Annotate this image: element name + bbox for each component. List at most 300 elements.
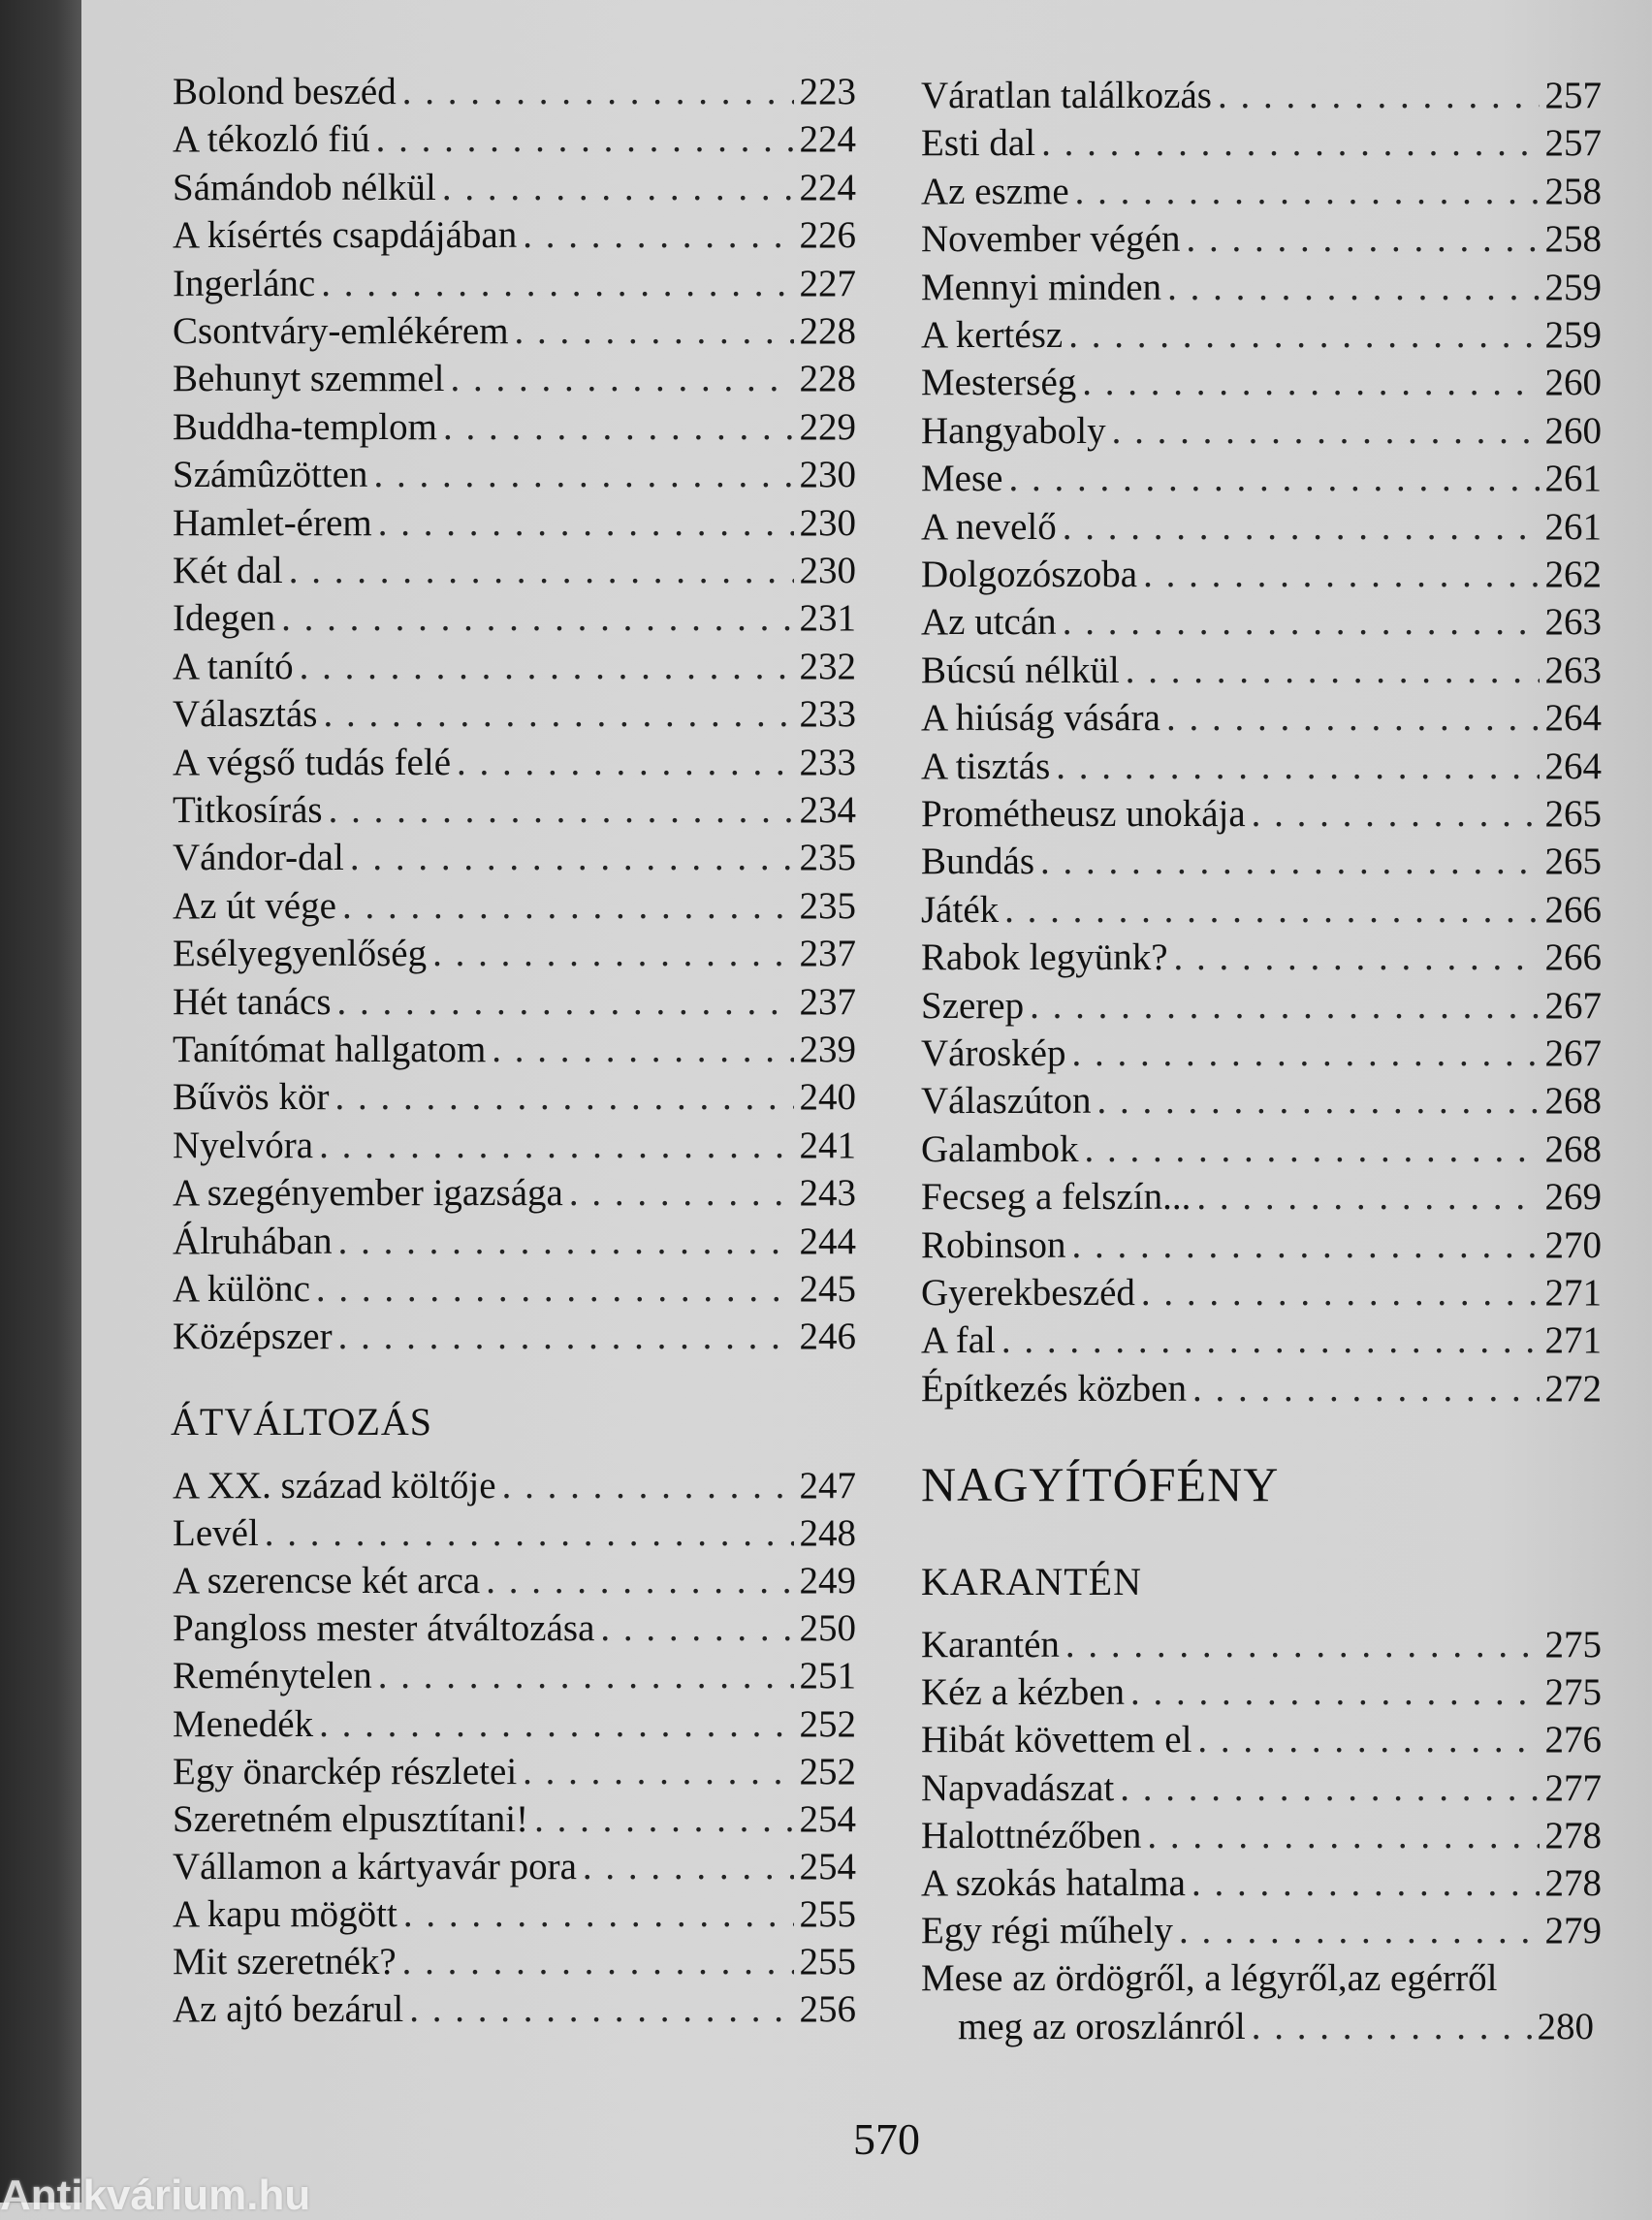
toc-entry [173,1313,856,1361]
entry-page: 266 [1544,888,1602,931]
entry-title: Robinson [921,1223,1066,1266]
toc-entry [921,1077,1602,1126]
toc-entry [173,1748,856,1796]
entry-title: Ingerlánc [173,262,316,304]
entry-page: 255 [799,1941,856,1982]
toc-entry [921,790,1602,839]
entry-page: 241 [799,1124,856,1166]
dot-leader [1001,1316,1540,1365]
page-number: 570 [853,2114,920,2164]
entry-title: Búcsú nélkül [921,649,1120,691]
entry-page: 267 [1544,1032,1602,1074]
entry-title: Napvadászat [921,1766,1115,1809]
entry-page: 223 [799,71,856,112]
toc-entry [173,451,856,499]
entry-page: 229 [799,405,856,448]
entry-title: Bundás [921,840,1034,883]
toc-entry [921,598,1602,647]
entry-title: A tanító [173,645,294,687]
toc-entry [921,1126,1602,1174]
entry-title: Halottnézőben [921,1814,1142,1856]
dot-leader [1084,1126,1539,1174]
entry-page: 269 [1544,1176,1602,1219]
entry-page: 230 [799,550,856,591]
entry-page: 270 [1544,1223,1602,1266]
toc-entry [921,982,1602,1031]
toc-entry [173,1985,856,2034]
toc-entry [921,886,1602,935]
entry-title: Vállamon a kártyavár pora [173,1845,577,1887]
book-spine-shadow [0,0,81,2203]
dot-leader [583,1843,794,1891]
entry-page: 261 [1544,505,1602,548]
dot-leader [316,1265,794,1314]
entry-title: Bolond beszéd [173,71,397,112]
toc-entry [173,355,856,403]
toc-entry [173,786,856,835]
dot-leader [1130,1668,1539,1717]
entry-page: 244 [799,1220,856,1262]
dot-leader [1218,72,1540,120]
toc-entry [173,1604,856,1653]
entry-title: A fal [921,1319,996,1362]
toc-entry [173,1122,856,1170]
toc-entry [173,307,856,356]
entry-page: 250 [799,1607,856,1650]
toc-entry [173,834,856,882]
entry-title: A szerencse két arca [173,1560,481,1602]
entry-title: Váratlan találkozás [921,75,1212,116]
toc-entry [173,547,856,595]
entry-page: 231 [799,597,856,640]
entry-title: Mese az ördögről, a légyről,az egérről [921,1957,1498,2000]
dot-leader [451,355,794,403]
entry-title: Prométheusz unokája [921,793,1246,835]
toc-entry [173,978,856,1027]
dot-leader [523,1748,793,1796]
dot-leader [1096,1077,1539,1126]
toc-entry [173,1795,856,1844]
toc-entry [921,1030,1602,1078]
toc-entry [921,1859,1602,1908]
toc-entry [173,499,856,548]
entry-page: 256 [799,1988,856,2031]
toc-entry [173,1700,856,1749]
toc-entry [921,934,1602,982]
entry-page: 247 [799,1465,856,1506]
entry-page: 265 [1544,793,1602,835]
entry-title: A szegényember igazsága [173,1172,563,1215]
dot-leader [457,739,793,787]
toc-entry [921,455,1602,503]
entry-page: 224 [799,166,856,208]
dot-leader [409,1985,793,2034]
entry-title: Szeretném elpusztítani! [173,1797,529,1840]
toc-entry [173,164,856,212]
toc-entry [173,930,856,978]
entry-page: 272 [1544,1367,1602,1410]
entry-page: 230 [799,501,856,544]
entry-page: 248 [799,1512,856,1555]
entry-title: Az ajtó bezárul [173,1988,404,2031]
entry-page: 228 [799,310,856,352]
entry-page: 271 [1544,1272,1602,1314]
dot-leader [443,403,794,452]
dot-leader [1030,982,1539,1031]
dot-leader [1179,1907,1540,1955]
toc-entry [921,1907,1602,1955]
entry-page: 279 [1544,1910,1602,1952]
entry-title: Hibát követtem el [921,1719,1192,1761]
toc-entry [921,407,1602,456]
entry-title: A szokás hatalma [921,1862,1186,1904]
entry-page: 245 [799,1268,856,1310]
entry-page: 263 [1544,601,1602,644]
entry-page: 280 [1537,2005,1594,2047]
entry-page: 246 [799,1316,856,1358]
toc-entry [921,168,1602,216]
entry-title: Levél [173,1512,259,1555]
dot-leader [1191,1859,1540,1908]
entry-title: A különc [173,1268,310,1310]
entry-page: 268 [1544,1127,1602,1170]
entry-page: 226 [799,214,856,257]
dot-leader [515,307,794,356]
dot-leader [523,211,793,260]
dot-leader [1008,455,1539,503]
dot-leader [1082,359,1539,407]
entry-page: 259 [1544,266,1602,308]
dot-leader [378,1652,794,1700]
dot-leader [373,451,793,499]
part-heading-nagyitofeny: NAGYÍTÓFÉNY [921,1457,1280,1511]
entry-title: Álruhában [173,1220,333,1262]
dot-leader [1186,215,1539,264]
entry-page: 235 [799,884,856,927]
entry-title: meg az oroszlánról [958,2005,1246,2047]
toc-left-column [173,0,856,2203]
dot-leader [1068,311,1539,360]
entry-page: 278 [1544,1862,1602,1904]
toc-entry [921,1173,1602,1221]
entry-title: Kéz a kézben [921,1671,1126,1714]
toc-entry [173,1265,856,1314]
toc-entry [921,1221,1602,1270]
dot-leader [1252,790,1540,839]
dot-leader [1112,407,1540,456]
dot-leader [337,978,794,1027]
dot-leader [300,643,794,691]
entry-page: 277 [1544,1766,1602,1809]
dot-leader [1166,694,1540,743]
entry-title: Hamlet-érem [173,501,372,544]
entry-page: 264 [1544,745,1602,787]
entry-title: Csontváry-emlékérem [173,310,509,352]
entry-page: 224 [799,118,856,161]
entry-title: A XX. század költője [173,1465,496,1506]
toc-entry [921,1365,1602,1413]
entry-page: 251 [799,1655,856,1697]
entry-title: Mit szeretnék? [173,1941,397,1982]
entry-page: 263 [1544,649,1602,691]
dot-leader [265,1509,794,1558]
entry-title: Pangloss mester átváltozása [173,1607,595,1650]
toc-entry [173,1073,856,1122]
entry-title: Dolgozószoba [921,554,1138,595]
entry-title: Behunyt szemmel [173,358,445,400]
dot-leader [1252,2003,1532,2051]
entry-title: Gyerekbeszéd [921,1272,1135,1314]
entry-title: Mesterség [921,362,1077,404]
dot-leader [319,1122,793,1170]
toc-right-column [921,0,1602,2203]
entry-title: Esti dal [921,122,1036,165]
entry-page: 233 [799,741,856,783]
dot-leader [342,882,794,931]
entry-page: 230 [799,454,856,496]
entry-title: Hangyaboly [921,409,1106,452]
toc-entry [921,72,1602,120]
dot-leader [1174,934,1540,982]
dot-leader [1063,598,1540,647]
toc-entry [173,403,856,452]
dot-leader [321,260,793,308]
toc-entry [921,1316,1602,1365]
entry-page: 267 [1544,984,1602,1027]
entry-title: Játék [921,888,1000,931]
entry-title: Idegen [173,597,276,640]
entry-title: A kertész [921,314,1064,356]
toc-entry [173,1509,856,1558]
dot-leader [600,1604,793,1653]
entry-title: Mese [921,458,1003,500]
toc-entry [173,1938,856,1986]
toc-entry-line2 [921,2003,1594,2051]
dot-leader [1196,1173,1539,1221]
entry-page: 268 [1544,1080,1602,1123]
dot-leader [1075,168,1540,216]
entry-title: November végén [921,218,1181,261]
dot-leader [569,1169,794,1218]
entry-page: 260 [1544,362,1602,404]
dot-leader [442,164,794,212]
entry-title: Választás [173,693,318,736]
entry-page: 276 [1544,1719,1602,1761]
dot-leader [1063,503,1540,552]
entry-title: Titkosírás [173,789,323,831]
toc-entry [173,260,856,308]
entry-page: 275 [1544,1624,1602,1665]
dot-leader [432,930,793,978]
toc-entry [921,1764,1602,1813]
entry-title: Az út vége [173,884,336,927]
toc-entry [173,1652,856,1700]
dot-leader [350,834,794,882]
entry-page: 252 [799,1750,856,1792]
entry-title: Válaszúton [921,1080,1092,1123]
entry-page: 254 [799,1797,856,1840]
toc-entry [921,359,1602,407]
dot-leader [1197,1716,1539,1764]
entry-title: Két dal [173,550,283,591]
entry-page: 237 [799,933,856,975]
toc-entry [921,215,1602,264]
entry-title: Rabok legyünk? [921,936,1168,979]
toc-entry [921,694,1602,743]
toc-entry [173,115,856,164]
entry-page: 232 [799,645,856,687]
toc-entry [921,1668,1602,1717]
dot-leader [534,1795,793,1844]
dot-leader [502,1462,794,1510]
dot-leader [378,499,794,548]
entry-title: Szerep [921,984,1025,1027]
toc-entry [921,264,1602,312]
toc-entry [921,503,1602,552]
toc-entry [921,647,1602,695]
entry-page: 228 [799,358,856,400]
entry-title: Tanítómat hallgatom [173,1029,487,1070]
toc-entry [921,1716,1602,1764]
dot-leader [492,1026,793,1074]
entry-page: 237 [799,980,856,1023]
entry-page: 257 [1544,75,1602,116]
toc-entry [173,1890,856,1939]
entry-page: 233 [799,693,856,736]
entry-title: A kapu mögött [173,1892,397,1935]
entry-page: 261 [1544,458,1602,500]
dot-leader [1041,119,1539,168]
dot-leader [289,547,794,595]
dot-leader [1120,1764,1539,1813]
dot-leader [486,1557,793,1605]
entry-page: 252 [799,1702,856,1745]
entry-page: 275 [1544,1671,1602,1714]
entry-title: Nyelvóra [173,1124,314,1166]
dot-leader [1065,1621,1540,1669]
entry-page: 257 [1544,122,1602,165]
toc-entry [173,643,856,691]
dot-leader [402,1938,794,1986]
entry-title: Számûzötten [173,454,368,496]
entry-title: Sámándob nélkül [173,166,436,208]
entry-title: A hiúság vására [921,697,1160,740]
toc-entry [921,838,1602,886]
entry-page: 239 [799,1029,856,1070]
toc-entry [921,1621,1602,1669]
dot-leader [403,1890,794,1939]
entry-title: A nevelő [921,505,1057,548]
toc-entry [173,1218,856,1266]
entry-title: Városkép [921,1032,1066,1074]
entry-page: 260 [1544,409,1602,452]
entry-page: 259 [1544,314,1602,356]
toc-entry [921,743,1602,791]
section-heading-karanten: KARANTÉN [921,1560,1142,1603]
dot-leader [338,1313,794,1361]
entry-page: 234 [799,789,856,831]
entry-page: 254 [799,1845,856,1887]
entry-title: Fecseg a felszín... [921,1176,1191,1219]
entry-page: 258 [1544,170,1602,212]
entry-title: Esélyegyenlőség [173,933,428,975]
dot-leader [338,1218,794,1266]
dot-leader [1192,1365,1540,1413]
entry-title: Buddha-templom [173,405,437,448]
toc-entry [173,690,856,739]
entry-page: 264 [1544,697,1602,740]
dot-leader [1056,743,1539,791]
entry-page: 240 [799,1076,856,1119]
entry-title: A tékozló fiú [173,118,370,161]
entry-page: 265 [1544,840,1602,883]
entry-title: A kísértés csapdájában [173,214,518,257]
toc-entry [173,1843,856,1891]
dot-leader [1040,838,1540,886]
toc-entry [173,1462,856,1510]
dot-leader [1126,647,1540,695]
entry-page: 243 [799,1172,856,1215]
dot-leader [281,594,793,643]
dot-leader [1004,886,1539,935]
toc-entry [173,1557,856,1605]
entry-title: Vándor-dal [173,837,344,879]
entry-title: Menedék [173,1702,314,1745]
entry-title: Egy önarckép részletei [173,1750,518,1792]
toc-entry [921,311,1602,360]
toc-entry [173,211,856,260]
entry-page: 271 [1544,1319,1602,1362]
toc-entry [173,882,856,931]
entry-page: 255 [799,1892,856,1935]
entry-page: 266 [1544,936,1602,979]
entry-title: Az utcán [921,601,1057,644]
dot-leader [1147,1812,1539,1860]
entry-title: A tisztás [921,745,1051,787]
entry-title: Mennyi minden [921,266,1162,308]
entry-title: Karantén [921,1624,1060,1665]
section-heading-atvaltozas: ÁTVÁLTOZÁS [171,1400,433,1443]
toc-entry-line1 [921,1954,1602,2003]
dot-leader [334,1073,793,1122]
entry-page: 249 [799,1560,856,1602]
entry-title: Középszer [173,1316,333,1358]
toc-entry [921,119,1602,168]
entry-page: 278 [1544,1814,1602,1856]
dot-leader [1167,264,1539,312]
entry-title: Reménytelen [173,1655,372,1697]
toc-entry [173,1026,856,1074]
toc-entry [173,68,856,116]
entry-page: 258 [1544,218,1602,261]
entry-title: Bűvös kör [173,1076,330,1119]
entry-page: 227 [799,262,856,304]
toc-entry [173,594,856,643]
dot-leader [376,115,794,164]
dot-leader [1141,1269,1540,1317]
entry-title: A végső tudás felé [173,741,452,783]
entry-title: Hét tanács [173,980,332,1023]
toc-entry [921,1269,1602,1317]
toc-entry [173,1169,856,1218]
toc-entry [173,739,856,787]
dot-leader [1071,1030,1539,1078]
dot-leader [1143,551,1539,599]
entry-page: 262 [1544,554,1602,595]
dot-leader [319,1700,793,1749]
entry-title: Galambok [921,1127,1079,1170]
dot-leader [1072,1221,1540,1270]
